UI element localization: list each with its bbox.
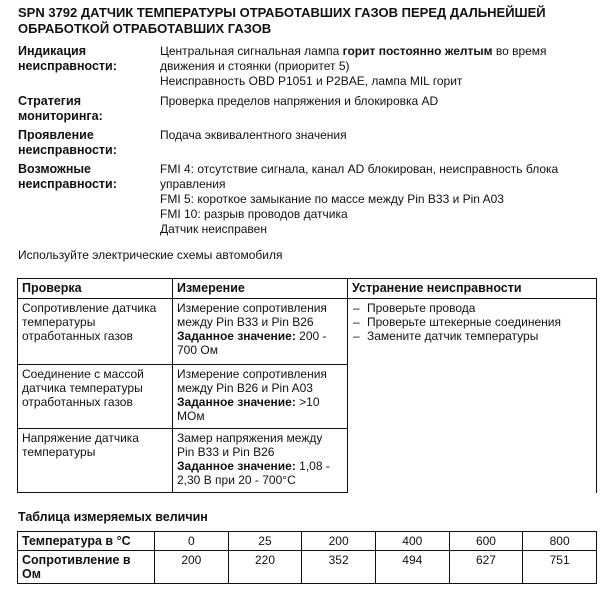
info-row-monitoring <box>18 94 608 128</box>
list-item <box>352 301 592 315</box>
target-value: 1,08 - <box>295 459 330 473</box>
label-line: неисправности: <box>18 59 117 73</box>
resistance-cell: 494 <box>375 551 449 584</box>
cell-line: отработанных газов <box>22 329 133 343</box>
label-line: неисправности: <box>18 177 117 191</box>
cell-line: Замер напряжения между <box>177 431 323 445</box>
info-label-indication <box>18 44 158 74</box>
info-label-causes <box>18 162 158 192</box>
cell-line: Напряжение датчика <box>22 431 139 445</box>
target-label: Заданное значение: <box>177 459 296 473</box>
label-line: Стратегия <box>18 94 81 108</box>
resistance-cell: 220 <box>228 551 302 584</box>
info-value-causes <box>160 162 608 237</box>
cell-line: температуры <box>22 445 96 459</box>
list-item <box>352 315 592 329</box>
value-line: FMI 4: отсутствие сигнала, канал AD блокирован, неисправность блока <box>160 162 559 176</box>
check-table <box>17 278 597 493</box>
values-table-title: Таблица измеряемых величин <box>18 510 208 524</box>
measure-cell <box>173 365 348 429</box>
label-line: Сопротивление в <box>22 553 131 567</box>
info-value-indication <box>160 44 608 89</box>
value-line: движения и стоянки (приоритет 5) <box>160 59 350 73</box>
dash-bullet: – <box>353 329 360 343</box>
wiring-diagram-note: Используйте электрические схемы автомобиля <box>18 248 283 262</box>
title-line-1: SPN 3792 ДАТЧИК ТЕМПЕРАТУРЫ ОТРАБОТАВШИХ ГАЗОВ ПЕРЕД ДАЛЬНЕЙШЕЙ <box>18 5 546 20</box>
header-check: Проверка <box>18 279 173 299</box>
label-line: Ом <box>22 567 41 581</box>
temperature-label: Температура в °C <box>18 532 155 551</box>
header-fix: Устранение неисправности <box>348 279 597 299</box>
fault-info-section <box>18 44 608 234</box>
header-measure: Измерение <box>173 279 348 299</box>
fix-text: Проверьте штекерные соединения <box>367 315 561 329</box>
resistance-cell: 627 <box>449 551 523 584</box>
cell-line: Pin B33 и Pin B26 <box>177 445 275 459</box>
check-cell <box>18 365 173 429</box>
value-line: Датчик неисправен <box>160 222 267 236</box>
title-line-2: ОБРАБОТКОЙ ОТРАБОТАВШИХ ГАЗОВ <box>18 21 272 36</box>
resistance-cell: 751 <box>523 551 597 584</box>
label-line: мониторинга: <box>18 109 103 123</box>
value-line: Проверка пределов напряжения и блокировка AD <box>160 94 439 108</box>
cell-line <box>177 459 343 473</box>
cell-line <box>177 329 343 343</box>
info-row-indication <box>18 44 608 94</box>
fix-cell <box>348 299 597 493</box>
table-row-resistance <box>18 551 597 584</box>
value-line <box>160 44 608 59</box>
resistance-label <box>18 551 155 584</box>
cell-line: между Pin B33 и Pin B26 <box>177 315 314 329</box>
value-line: FMI 10: разрыв проводов датчика <box>160 207 348 221</box>
cell-line: Измерение сопротивления <box>177 367 327 381</box>
resistance-cell: 200 <box>155 551 229 584</box>
check-cell <box>18 429 173 493</box>
target-value: 200 - <box>295 329 327 343</box>
temp-cell: 0 <box>155 532 229 551</box>
info-value-manifestation <box>160 128 608 143</box>
value-emphasis: горит постоянно желтым <box>342 44 493 58</box>
label-line: Индикация <box>18 44 87 58</box>
fix-text: Замените датчик температуры <box>367 329 539 343</box>
cell-line: 700 Ом <box>177 343 218 357</box>
temp-cell: 400 <box>375 532 449 551</box>
measure-cell <box>173 299 348 365</box>
measure-cell <box>173 429 348 493</box>
values-table <box>17 531 597 584</box>
label-line: Проявление <box>18 128 94 142</box>
value-line: управления <box>160 177 226 191</box>
dash-bullet: – <box>353 301 360 315</box>
value-line: Неисправность OBD P1051 и P2BAE, лампа MIL горит <box>160 74 463 88</box>
info-label-manifestation <box>18 128 158 158</box>
temp-cell: 25 <box>228 532 302 551</box>
target-label: Заданное значение: <box>177 329 296 343</box>
cell-line: Сопротивление датчика <box>22 301 157 315</box>
cell-line: Соединение с массой <box>22 367 144 381</box>
info-value-monitoring <box>160 94 608 109</box>
label-line: Возможные <box>18 162 91 176</box>
table-row <box>18 299 597 365</box>
dash-bullet: – <box>353 315 360 329</box>
value-line: FMI 5: короткое замыкание по массе между Pin B33 и Pin A03 <box>160 192 504 206</box>
info-row-manifestation <box>18 128 608 162</box>
fix-list <box>352 301 592 343</box>
cell-line: МОм <box>177 409 205 423</box>
value-text: во время <box>492 44 547 58</box>
check-table-header <box>18 279 597 299</box>
list-item <box>352 329 592 343</box>
cell-line: температуры <box>22 315 96 329</box>
target-label: Заданное значение: <box>177 395 296 409</box>
info-label-monitoring <box>18 94 158 124</box>
check-cell <box>18 299 173 365</box>
cell-line <box>177 395 343 409</box>
cell-line: Измерение сопротивления <box>177 301 327 315</box>
resistance-cell: 352 <box>302 551 376 584</box>
value-text: Центральная сигнальная лампа <box>160 44 343 58</box>
value-line: Подача эквивалентного значения <box>160 128 347 142</box>
document-title <box>18 5 608 37</box>
label-line: неисправности: <box>18 143 117 157</box>
cell-line: датчика температуры <box>22 381 143 395</box>
cell-line: 2,30 В при 20 - 700°C <box>177 473 296 487</box>
table-row-temperature <box>18 532 597 551</box>
temp-cell: 600 <box>449 532 523 551</box>
temp-cell: 800 <box>523 532 597 551</box>
target-value: >10 <box>295 395 320 409</box>
temp-cell: 200 <box>302 532 376 551</box>
fix-text: Проверьте провода <box>367 301 476 315</box>
cell-line: между Pin B26 и Pin A03 <box>177 381 313 395</box>
cell-line: отработанных газов <box>22 395 133 409</box>
info-row-causes <box>18 162 608 234</box>
